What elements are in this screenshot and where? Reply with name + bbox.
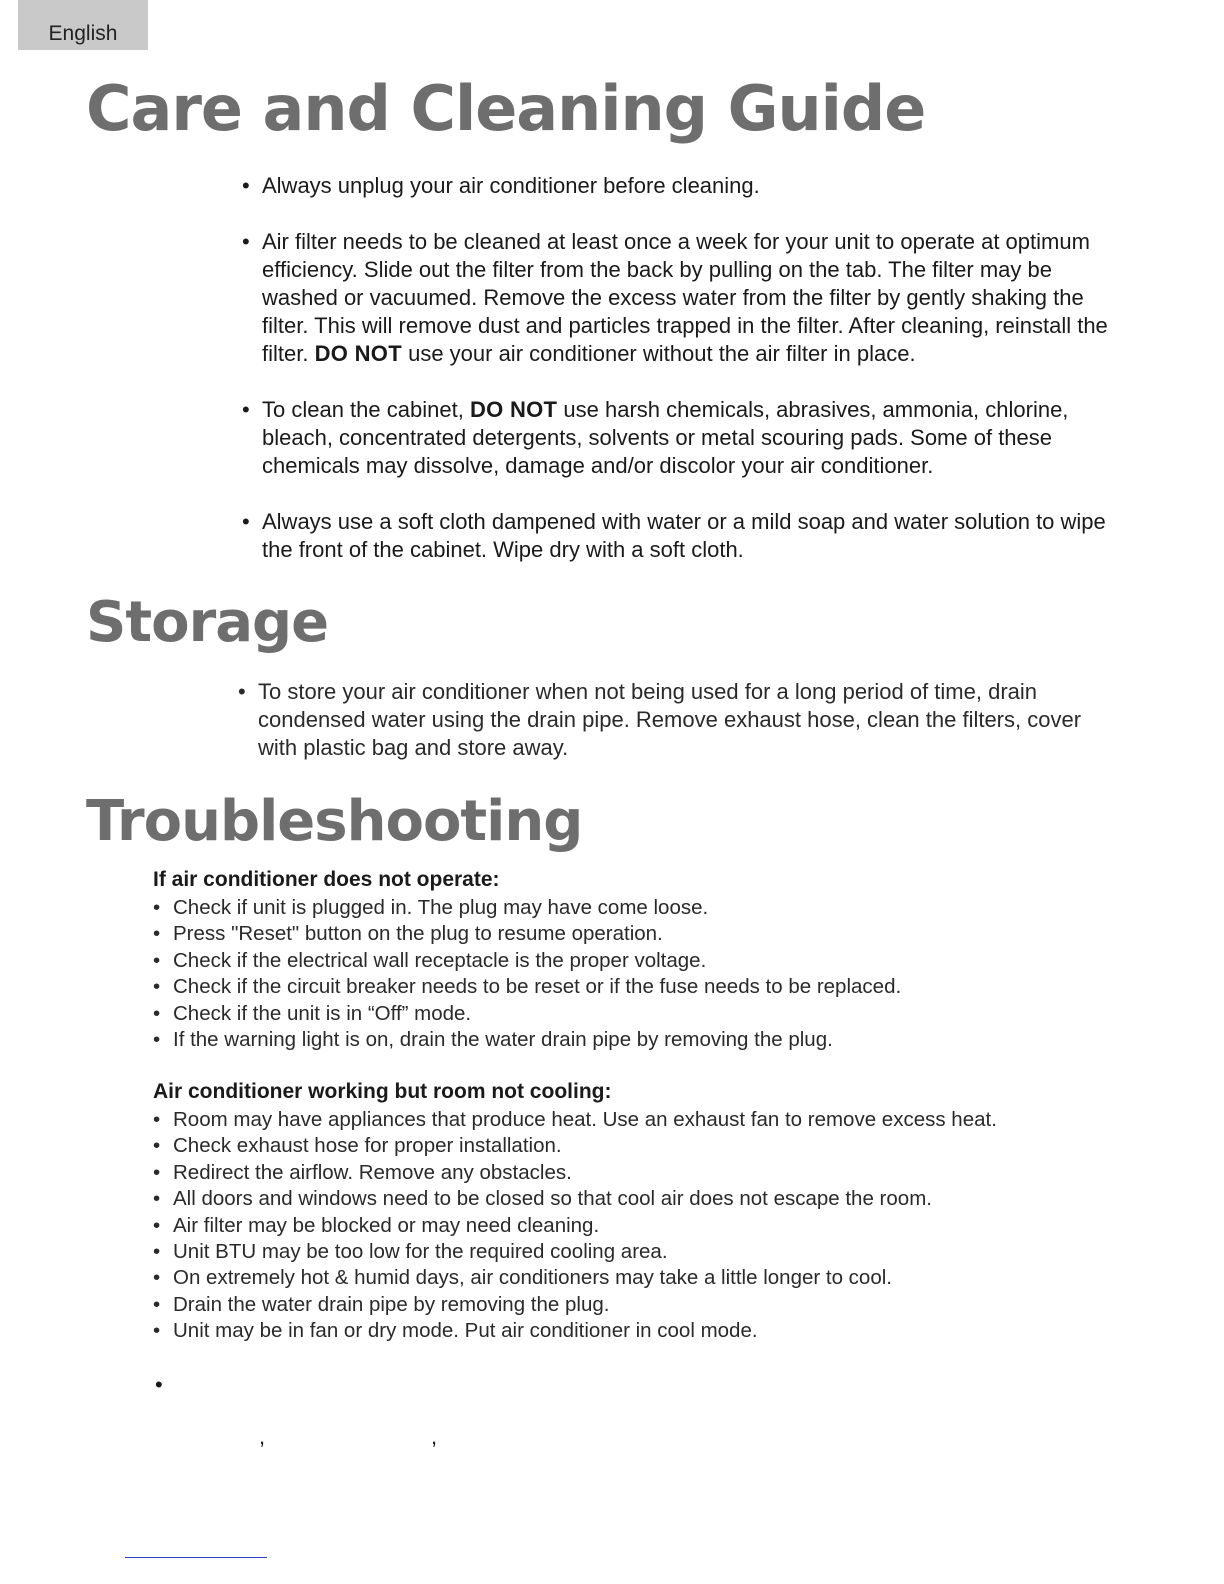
list-item: • Unit may be in fan or dry mode. Put air conditioner in cool mode.	[153, 1318, 1153, 1344]
not-cooling-heading: Air conditioner working but room not cooling:	[153, 1080, 612, 1103]
not-operate-list	[153, 895, 1153, 1053]
care-bullet-list	[242, 172, 1127, 564]
list-item: • All doors and windows need to be closed so that cool air does not escape the room.	[153, 1186, 1153, 1212]
care-bullet-filter-text-end: use your air conditioner without the air filter in place.	[408, 341, 916, 366]
link-underline	[125, 1557, 267, 1558]
list-item: • Check if the unit is in “Off” mode.	[153, 1001, 1153, 1027]
storage-bullet-list	[238, 678, 1118, 762]
storage-bullet	[238, 678, 1118, 762]
stray-bullet-mark: •	[155, 1372, 163, 1397]
care-cleaning-title: Care and Cleaning Guide	[86, 72, 926, 145]
not-operate-heading: If air conditioner does not operate:	[153, 868, 500, 891]
do-not-warning: DO NOT	[314, 341, 402, 366]
care-bullet-cabinet	[242, 396, 1127, 480]
stray-comma-mark: ,	[431, 1424, 438, 1449]
list-item: • Check exhaust hose for proper installation.	[153, 1133, 1153, 1159]
care-bullet-air-filter	[242, 228, 1127, 368]
list-item: • On extremely hot & humid days, air conditioners may take a little longer to cool.	[153, 1265, 1153, 1291]
do-not-warning: DO NOT	[469, 397, 558, 422]
care-bullet-unplug	[242, 172, 1127, 200]
list-item: • Press "Reset" button on the plug to resume operation.	[153, 921, 1153, 947]
care-bullet-unplug-text: Always unplug your air conditioner before cleaning.	[262, 173, 760, 198]
list-item: • Drain the water drain pipe by removing the plug.	[153, 1292, 1153, 1318]
list-item: • Check if the circuit breaker needs to be reset or if the fuse needs to be replaced.	[153, 974, 1153, 1000]
list-item: • Check if unit is plugged in. The plug may have come loose.	[153, 895, 1153, 921]
list-item: • If the warning light is on, drain the water drain pipe by removing the plug.	[153, 1027, 1153, 1053]
care-bullet-cabinet-text: To clean the cabinet,	[262, 397, 464, 422]
storage-title: Storage	[86, 590, 329, 655]
troubleshooting-title: Troubleshooting	[86, 789, 583, 854]
care-section	[0, 0, 1224, 586]
care-bullet-soft-cloth-text: Always use a soft cloth dampened with water or a mild soap and water solution to wipe the front of the cabinet. Wipe dry with a soft cloth.	[262, 509, 1106, 562]
not-cooling-list	[153, 1107, 1153, 1345]
list-item: • Air filter may be blocked or may need cleaning.	[153, 1213, 1153, 1239]
list-item: • Redirect the airflow. Remove any obstacles.	[153, 1160, 1153, 1186]
list-item: • Room may have appliances that produce heat. Use an exhaust fan to remove excess heat.	[153, 1107, 1153, 1133]
care-bullet-filter-text: Air filter needs to be cleaned at least once a week for your unit to operate at optimum efficiency. Slide out the filter from the back by pulling on the tab. The filter may be washed or vacuumed. Remove the excess water from the filter by gently shaking the filter. This will remove dust and particles trapped in the filter. After cleaning, reinstall the filter.	[262, 229, 1108, 366]
care-bullet-soft-cloth	[242, 508, 1127, 564]
language-label: English	[48, 22, 118, 45]
care-bullet-cabinet-text-end: use harsh chemicals, abrasives, ammonia, chlorine, bleach, concentrated detergents, solvents or metal scouring pads. Some of these chemicals may dissolve, damage and/or discolor your air conditioner.	[262, 397, 1069, 478]
list-item: • Check if the electrical wall receptacle is the proper voltage.	[153, 948, 1153, 974]
stray-comma-mark: ,	[259, 1424, 266, 1449]
storage-bullet-text: To store your air conditioner when not being used for a long period of time, drain condensed water using the drain pipe. Remove exhaust hose, clean the filters, cover with plastic bag and store away.	[258, 679, 1082, 760]
list-item: • Unit BTU may be too low for the required cooling area.	[153, 1239, 1153, 1265]
